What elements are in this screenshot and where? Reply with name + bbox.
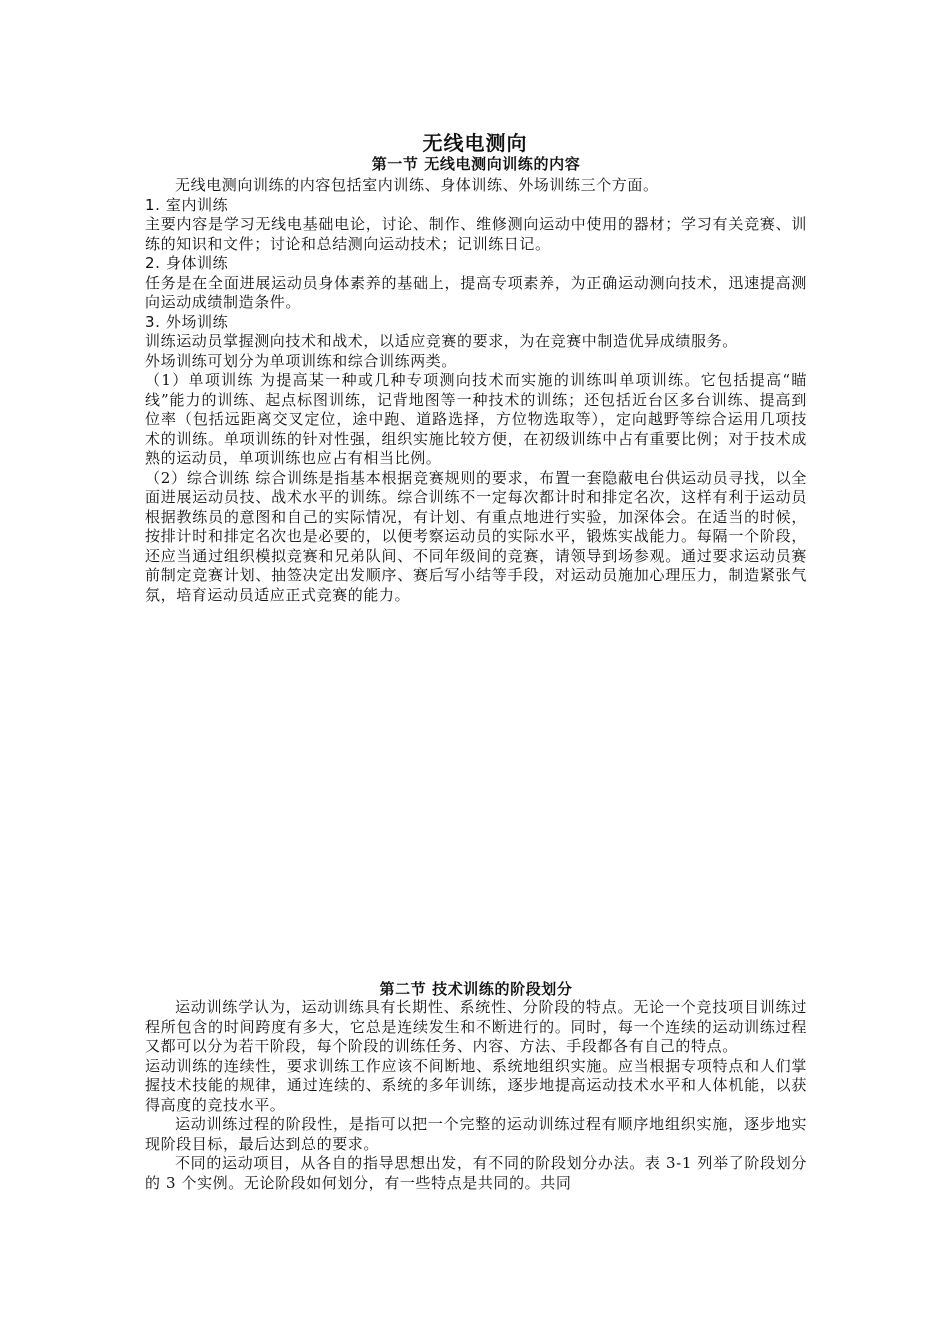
section1-body [145, 176, 807, 605]
section1-intro: 无线电测向训练的内容包括室内训练、身体训练、外场训练三个方面。 [175, 176, 659, 194]
section2-paragraph-2: 运动训练的连续性，要求训练工作应该不间断地、系统地组织实施。应当根据专项特点和人们掌握技术技能的规律，通过连续的、系统的多年训练，逐步地提高运动技术水平和人体机能，以获得高度的竞技水平。 [145, 1056, 807, 1114]
document-title: 无线电测向 [422, 131, 528, 155]
section2-body [145, 998, 807, 1193]
section2-paragraph-3: 运动训练过程的阶段性，是指可以把一个完整的运动训练过程有顺序地组织实施，逐步地实现阶段目标，最后达到总的要求。 [145, 1115, 807, 1153]
sub2-title: 2. 身体训练 [145, 254, 229, 272]
section1-heading: 第一节 无线电测向训练的内容 [371, 155, 581, 173]
section2-paragraph-4: 不同的运动项目，从各自的指导思想出发，有不同的阶段划分办法。表 3-1 列举了阶段划分的 3 个实例。无论阶段如何划分，有一些特点是共同的。共同 [145, 1154, 807, 1192]
sub3-title: 3. 外场训练 [145, 312, 229, 331]
item1-single-training: （1）单项训练 为提高某一种或几种专项测向技术而实施的训练叫单项训练。它包括提高“瞄线”能力的训练、起点标图训练，记背地图等一种技术的训练；还包括近台区多台训练、提高到位率（包括远距离交叉定位，途中跑、道路选择，方位物选取等），定向越野等综合运用几项技术的训练。单项训练的针对性强，组织实施比较方便，在初级训练中占有重要比例；对于技术成熟的运动员，单项训练也应占有相当比例。 [145, 371, 807, 467]
sub2-text: 任务是在全面进展运动员身体素养的基础上，提高专项素养，为正确运动测向技术，迅速提高测向运动成绩制造条件。 [145, 273, 807, 311]
sub3-text2: 外场训练可划分为单项训练和综合训练两类。 [145, 351, 458, 370]
sub3-text: 训练运动员掌握测向技术和战术，以适应竞赛的要求，为在竞赛中制造优异成绩服务。 [145, 332, 738, 350]
item2-combined-training: （2）综合训练 综合训练是指基本根据竞赛规则的要求，布置一套隐蔽电台供运动员寻找，以全面进展运动员技、战术水平的训练。综合训练不一定每次都计时和排定名次，这样有利于运动员根据教练员的意图和自己的实际情况，有计划、有重点地进行实验，加深体会。在适当的时候，按排计时和排定名次也是必要的，以便考察运动员的实际水平，锻炼实战能力。每隔一个阶段，还应当通过组织模拟竞赛和兄弟队间、不同年级间的竞赛，请领导到场参观。通过要求运动员赛前制定竞赛计划、抽签决定出发顺序、赛后写小结等手段，对运动员施加心理压力，制造紧张气氛，培育运动员适应正式竞赛的能力。 [145, 468, 807, 604]
sub1-title: 1. 室内训练 [145, 195, 229, 214]
section2-paragraph-1: 运动训练学认为，运动训练具有长期性、系统性、分阶段的特点。无论一个竞技项目训练过程所包含的时间跨度有多大，它总是连续发生和不断进行的。同时，每一个连续的运动训练过程又都可以分为若干阶段，每个阶段的训练任务、内容、方法、手段都各有自己的特点。 [145, 998, 807, 1055]
sub1-text: 主要内容是学习无线电基础电论，讨论、制作、维修测向运动中使用的器材；学习有关竞赛、训练的知识和文件；讨论和总结测向运动技术；记训练日记。 [145, 215, 807, 253]
section2-heading: 第二节 技术训练的阶段划分 [379, 980, 573, 998]
